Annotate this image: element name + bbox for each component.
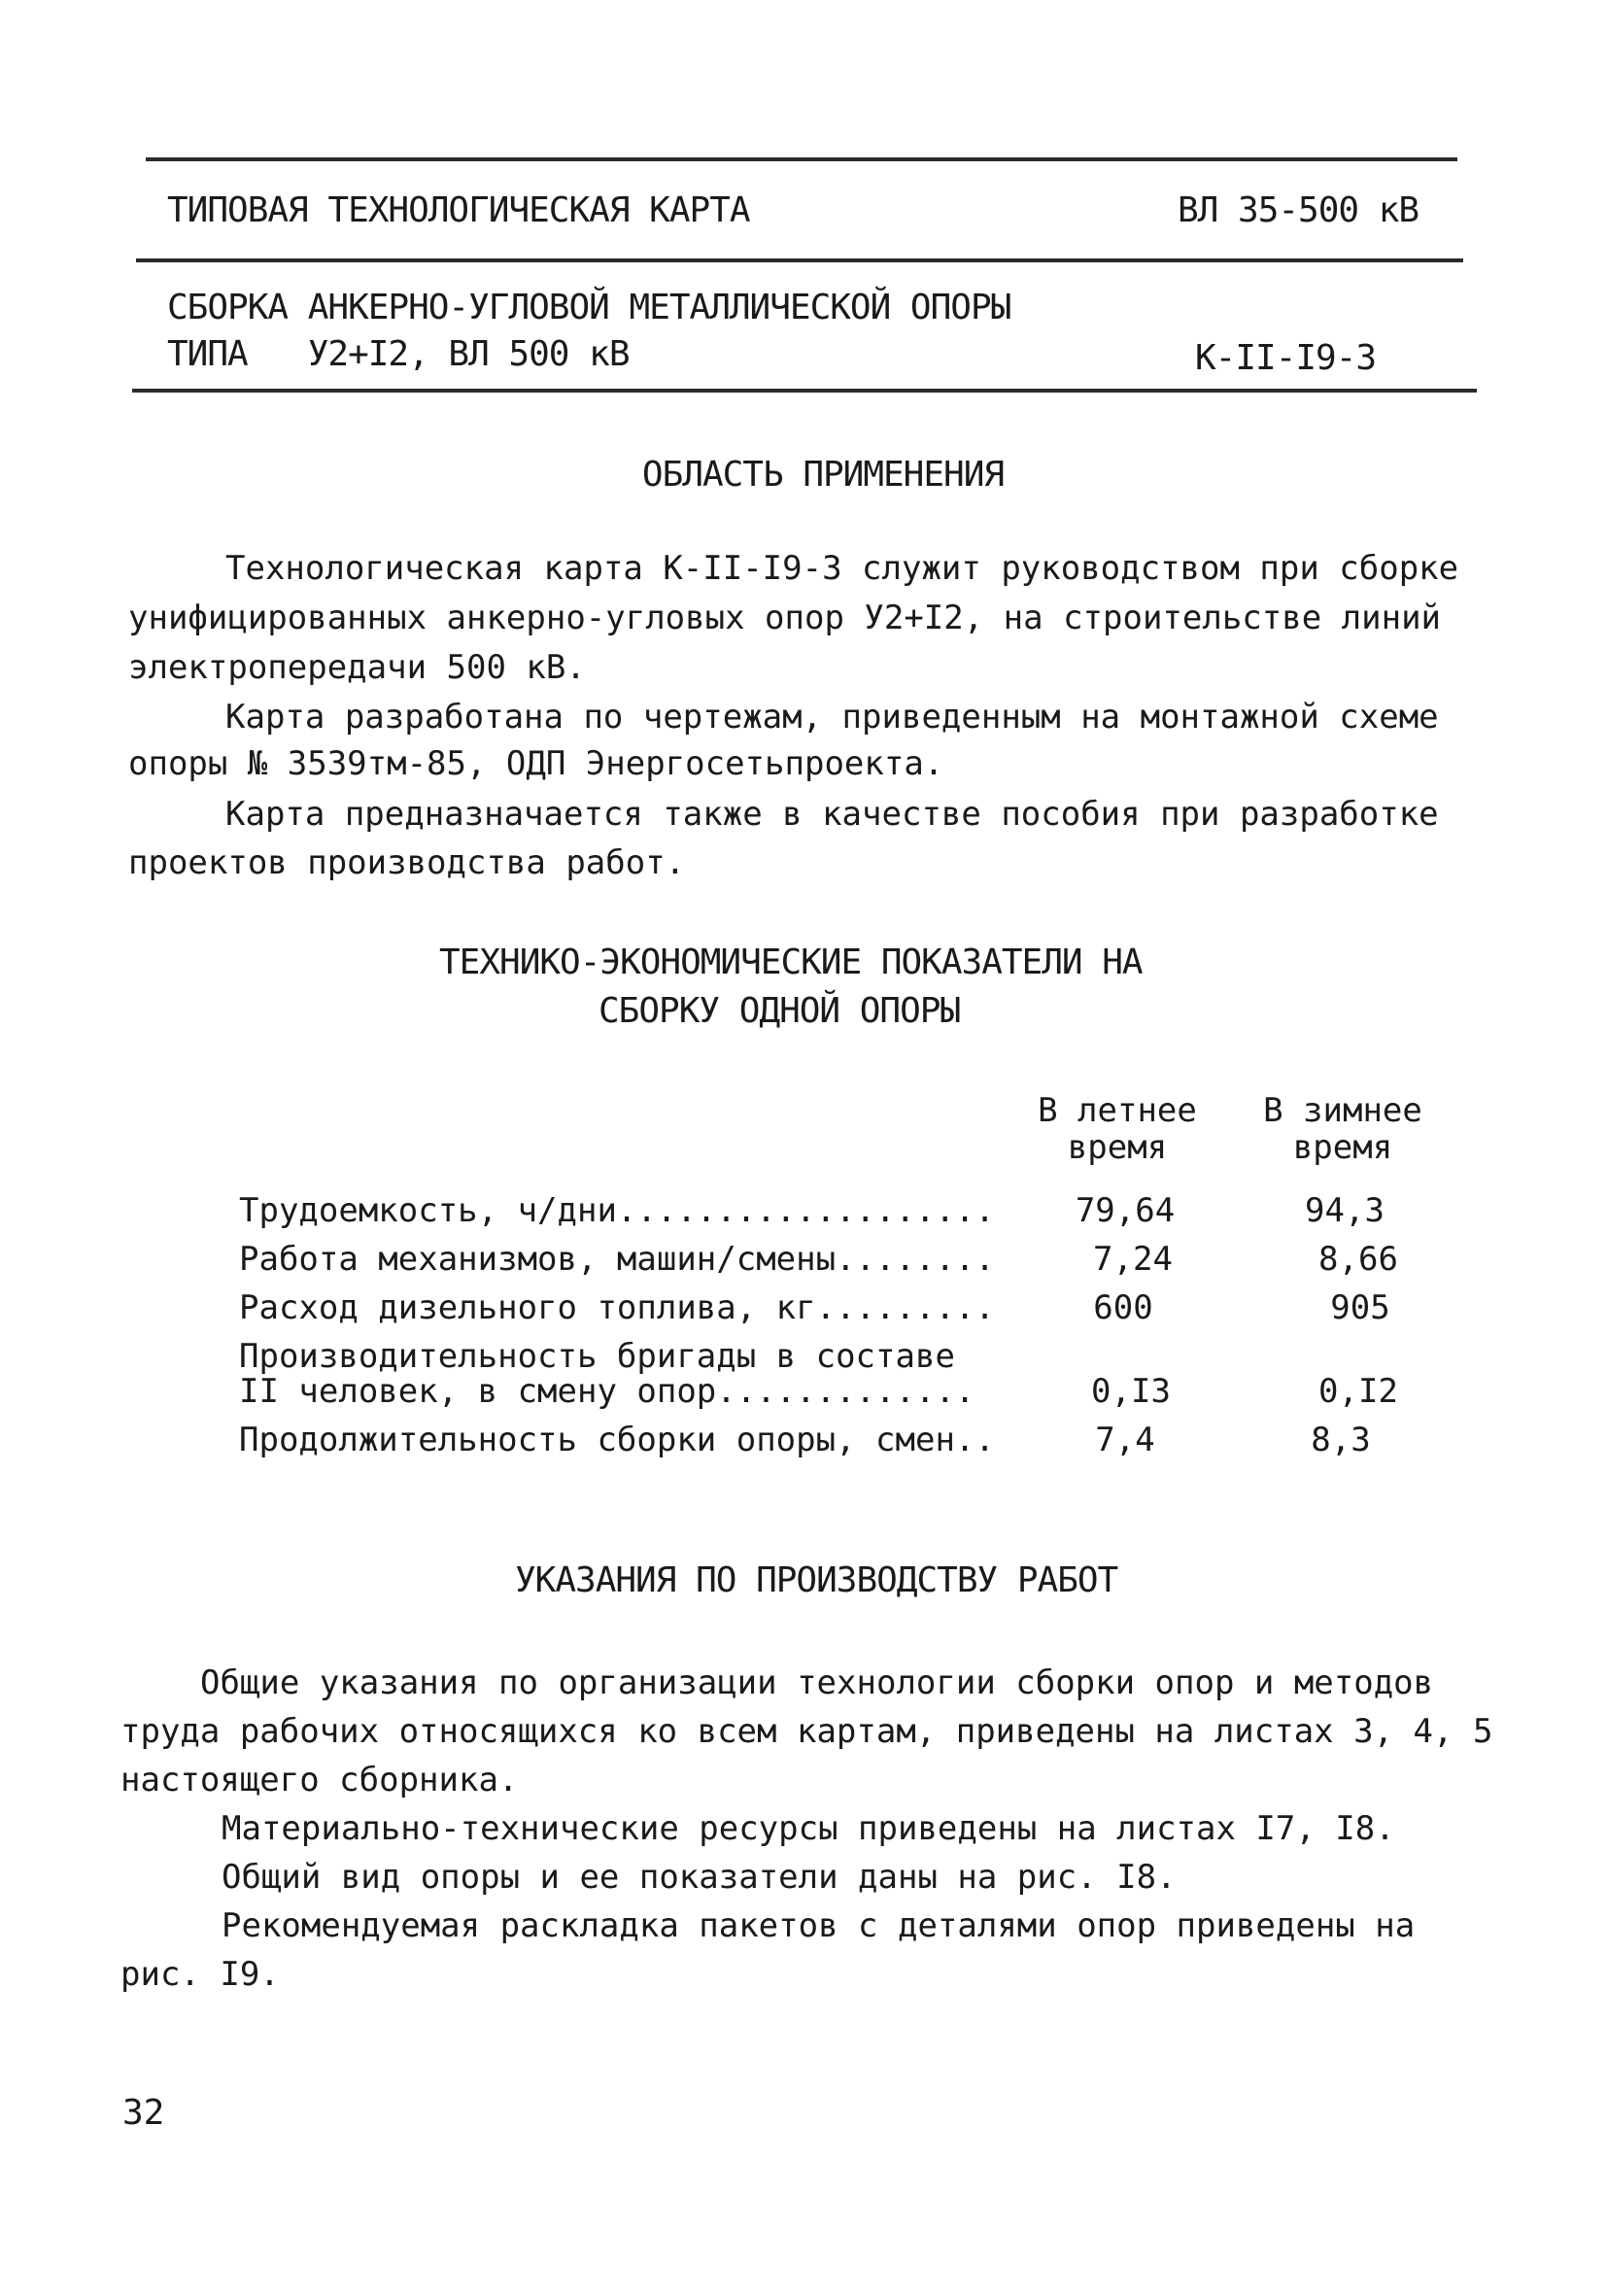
indicator-winter-value: 0,I2 (1318, 1372, 1398, 1411)
indicator-row-label: Трудоемкость, ч/дни................... (239, 1191, 995, 1230)
instructions-line: Общие указания по организации технологии сборки опор и методов (200, 1663, 1434, 1702)
col-header-summer-line-1: В летнее (1038, 1091, 1197, 1130)
voltage-range: ВЛ 35-500 кВ (1178, 190, 1419, 230)
indicator-winter-value: 8,66 (1318, 1240, 1398, 1279)
header-rule-middle (136, 258, 1463, 262)
card-code: К-II-I9-3 (1195, 338, 1377, 378)
scope-heading: ОБЛАСТЬ ПРИМЕНЕНИЯ (641, 455, 1005, 495)
instructions-line: настоящего сборника. (120, 1761, 519, 1799)
indicator-winter-value: 905 (1330, 1288, 1390, 1327)
indicator-row-label: Работа механизмов, машин/смены........ (239, 1240, 995, 1279)
indicators-heading-line-1: ТЕХНИКО-ЭКОНОМИЧЕСКИЕ ПОКАЗАТЕЛИ НА (439, 942, 1143, 982)
indicator-summer-value: 7,4 (1095, 1421, 1155, 1459)
scope-line: опоры № 3539тм-85, ОДП Энергосетьпроекта. (128, 744, 944, 783)
instructions-line: труда рабочих относящихся ко всем картам, приведены на листах 3, 4, 5 (120, 1712, 1493, 1751)
scope-line: Карта разработана по чертежам, приведенным на монтажной схеме (225, 698, 1439, 737)
indicator-summer-value: 0,I3 (1091, 1372, 1171, 1411)
header-rule-bottom (132, 389, 1477, 393)
subject-line-1: СБОРКА АНКЕРНО-УГЛОВОЙ МЕТАЛЛИЧЕСКОЙ ОПОРЫ (167, 288, 1011, 327)
indicators-heading-line-2: СБОРКУ ОДНОЙ ОПОРЫ (598, 991, 961, 1031)
instructions-line: Рекомендуемая раскладка пакетов с деталями опор приведены на (222, 1906, 1416, 1945)
indicator-row-label: Продолжительность сборки опоры, смен.. (239, 1421, 995, 1459)
indicator-row-label: II человек, в смену опор............. (239, 1372, 975, 1411)
scope-line: унифицированных анкерно-угловых опор У2+I2, на строительстве линий (128, 599, 1442, 637)
page-number: 32 (122, 2093, 165, 2133)
instructions-line: Материально-технические ресурсы приведены на листах I7, I8. (222, 1809, 1395, 1848)
scope-line: Технологическая карта К-II-I9-3 служит руководством при сборке (225, 549, 1459, 588)
indicator-summer-value: 79,64 (1075, 1191, 1176, 1230)
indicator-row-label-line-1: Производительность бригады в составе (239, 1337, 955, 1376)
indicator-row-label: Расход дизельного топлива, кг......... (239, 1288, 995, 1327)
instructions-heading: УКАЗАНИЯ ПО ПРОИЗВОДСТВУ РАБОТ (515, 1560, 1118, 1600)
scope-line: проектов производства работ. (128, 843, 686, 882)
indicator-winter-value: 94,3 (1305, 1191, 1385, 1230)
col-header-winter (1246, 1092, 1440, 1166)
header-rule-top (146, 157, 1457, 161)
doc-type-title: ТИПОВАЯ ТЕХНОЛОГИЧЕСКАЯ КАРТА (167, 190, 750, 230)
subject-line-2: ТИПА У2+I2, ВЛ 500 кВ (167, 334, 630, 374)
indicator-summer-value: 600 (1093, 1288, 1153, 1327)
scope-line: Карта предназначается также в качестве пособия при разработке (225, 795, 1439, 834)
col-header-winter-line-2: время (1292, 1128, 1393, 1167)
indicator-winter-value: 8,3 (1311, 1421, 1371, 1459)
col-header-summer-line-2: время (1067, 1128, 1168, 1167)
instructions-line: Общий вид опоры и ее показатели даны на рис. I8. (222, 1858, 1177, 1897)
instructions-line: рис. I9. (120, 1955, 280, 1994)
indicator-summer-value: 7,24 (1093, 1240, 1173, 1279)
col-header-winter-line-1: В зимнее (1263, 1091, 1422, 1130)
scope-line: электропередачи 500 кВ. (128, 648, 586, 687)
col-header-summer (1020, 1092, 1214, 1166)
